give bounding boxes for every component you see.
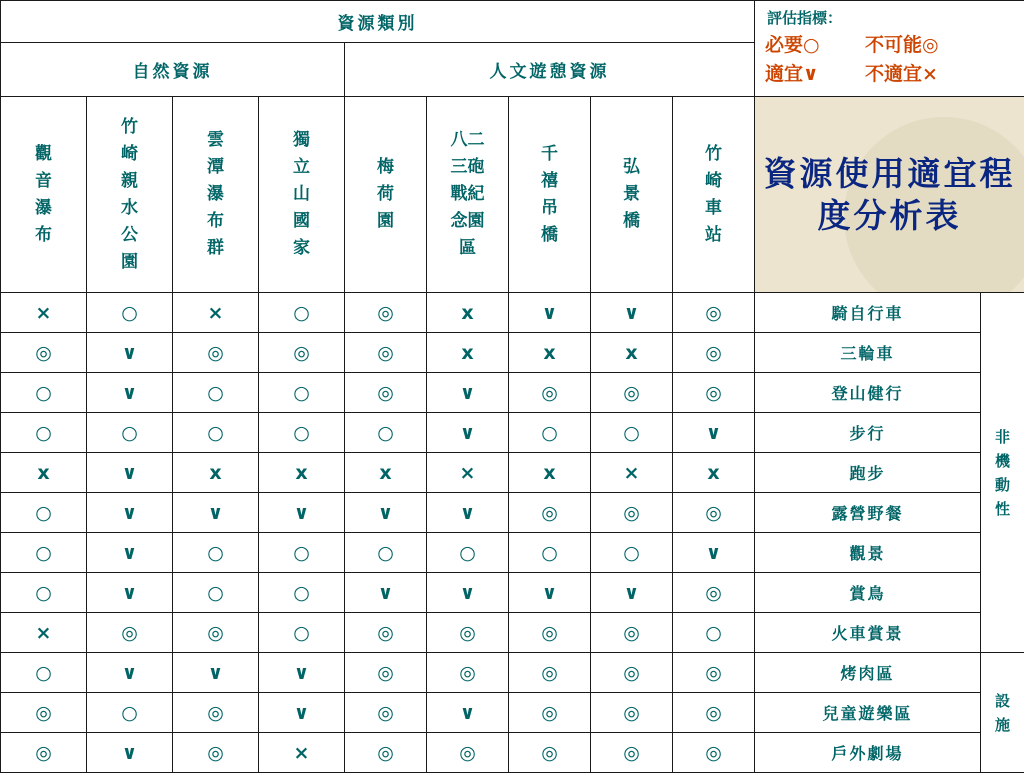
rating-cell: ◎	[591, 733, 673, 773]
rating-cell: x	[591, 333, 673, 373]
legend-line-2	[755, 57, 1024, 86]
rating-cell: ◎	[173, 693, 259, 733]
activity-label: 賞鳥	[755, 573, 981, 613]
rating-cell: ∨	[673, 413, 755, 453]
rating-cell: ○	[1, 533, 87, 573]
resource-name: 竹崎車站	[703, 141, 725, 249]
rating-cell: ◎	[591, 493, 673, 533]
rating-cell: ○	[259, 573, 345, 613]
rating-cell: ∨	[427, 413, 509, 453]
rating-cell: ◎	[345, 293, 427, 333]
resource-header	[591, 97, 673, 293]
rating-cell: ◎	[345, 653, 427, 693]
legend-line-1	[755, 28, 1024, 57]
rating-cell: ◎	[673, 653, 755, 693]
activity-label: 觀景	[755, 533, 981, 573]
rating-cell: ∨	[345, 493, 427, 533]
resource-header	[509, 97, 591, 293]
legend-suitable: 適宜∨	[765, 59, 865, 86]
legend-unsuitable: 不適宜×	[865, 59, 965, 86]
group-label: 設施	[992, 689, 1014, 737]
rating-cell: ◎	[673, 493, 755, 533]
rating-cell: x	[345, 453, 427, 493]
activity-label: 戶外劇場	[755, 733, 981, 773]
rating-cell: ○	[509, 413, 591, 453]
rating-cell: ∨	[87, 333, 173, 373]
resource-name: 千禧吊橋	[539, 141, 561, 249]
rating-cell: ○	[345, 413, 427, 453]
legend	[755, 1, 1024, 97]
rating-cell: ×	[1, 293, 87, 333]
table-row	[1, 573, 1024, 613]
rating-cell: ◎	[509, 693, 591, 733]
rating-cell: ◎	[1, 733, 87, 773]
table-row	[1, 693, 1024, 733]
rating-cell: ◎	[591, 373, 673, 413]
rating-cell: ∨	[673, 533, 755, 573]
resource-header	[173, 97, 259, 293]
rating-cell: ○	[87, 693, 173, 733]
rating-cell: ∨	[173, 653, 259, 693]
activity-label: 兒童遊樂區	[755, 693, 981, 733]
resource-name: 梅荷園	[375, 154, 397, 235]
rating-cell: ○	[1, 373, 87, 413]
rating-cell: ○	[173, 413, 259, 453]
rating-cell: ∨	[259, 693, 345, 733]
resource-header	[673, 97, 755, 293]
activity-label: 步行	[755, 413, 981, 453]
rating-cell: ◎	[591, 613, 673, 653]
rating-cell: ○	[259, 613, 345, 653]
rating-cell: ◎	[345, 693, 427, 733]
resource-name: 雲潭瀑布群	[205, 127, 227, 262]
rating-cell: ×	[591, 453, 673, 493]
resource-header	[427, 97, 509, 293]
rating-cell: x	[427, 293, 509, 333]
resource-name: 竹崎親水公園	[119, 114, 141, 276]
rating-cell: ∨	[591, 573, 673, 613]
rating-cell: ∨	[427, 373, 509, 413]
table-row	[1, 373, 1024, 413]
rating-cell: ◎	[509, 493, 591, 533]
resource-header	[259, 97, 345, 293]
table-row	[1, 653, 1024, 693]
rating-cell: ∨	[87, 733, 173, 773]
activity-label: 跑步	[755, 453, 981, 493]
rating-cell: ◎	[427, 613, 509, 653]
rating-cell: ◎	[345, 733, 427, 773]
rating-cell: ∨	[259, 653, 345, 693]
resource-name: 弘景橋	[621, 154, 643, 235]
rating-cell: ◎	[345, 373, 427, 413]
header-natural-resources: 自然資源	[1, 43, 345, 97]
rating-cell: ×	[427, 453, 509, 493]
page-title: 資源使用適宜程度分析表	[755, 153, 1024, 237]
rating-cell: ○	[509, 533, 591, 573]
rating-cell: ◎	[591, 653, 673, 693]
rating-cell: x	[427, 333, 509, 373]
rating-cell: ○	[87, 293, 173, 333]
rating-cell: ○	[259, 373, 345, 413]
rating-cell: ◎	[673, 373, 755, 413]
rating-cell: ○	[1, 493, 87, 533]
table-row	[1, 333, 1024, 373]
rating-cell: ∨	[345, 573, 427, 613]
rating-cell: x	[509, 333, 591, 373]
table-row	[1, 413, 1024, 453]
rating-cell: ○	[173, 573, 259, 613]
activity-label: 烤肉區	[755, 653, 981, 693]
rating-cell: ×	[259, 733, 345, 773]
rating-cell: ∨	[173, 493, 259, 533]
activity-label: 露營野餐	[755, 493, 981, 533]
rating-cell: ○	[1, 653, 87, 693]
rating-cell: ◎	[509, 733, 591, 773]
rating-cell: ∨	[87, 373, 173, 413]
rating-cell: ◎	[1, 693, 87, 733]
table-row	[1, 533, 1024, 573]
rating-cell: ○	[173, 373, 259, 413]
resource-name: 八二三砲戰紀念園區	[446, 127, 490, 262]
rating-cell: ◎	[345, 333, 427, 373]
rating-cell: ◎	[673, 333, 755, 373]
table-row	[1, 613, 1024, 653]
header-resource-category: 資源類別	[1, 1, 755, 43]
activity-label: 三輪車	[755, 333, 981, 373]
rating-cell: ∨	[87, 453, 173, 493]
rating-cell: ○	[591, 413, 673, 453]
rating-cell: ○	[427, 533, 509, 573]
rating-cell: ∨	[427, 493, 509, 533]
rating-cell: ◎	[509, 373, 591, 413]
table-row	[1, 293, 1024, 333]
rating-cell: ○	[87, 413, 173, 453]
rating-cell: x	[509, 453, 591, 493]
rating-cell: ◎	[87, 613, 173, 653]
rating-cell: ∨	[87, 493, 173, 533]
group-non-motorized	[981, 293, 1024, 653]
rating-cell: x	[1, 453, 87, 493]
table-row	[1, 453, 1024, 493]
legend-required: 必要○	[765, 30, 865, 57]
table-row	[1, 733, 1024, 773]
activity-label: 騎自行車	[755, 293, 981, 333]
rating-cell: ◎	[673, 293, 755, 333]
resource-header	[1, 97, 87, 293]
header-cultural-resources: 人文遊憩資源	[345, 43, 755, 97]
rating-cell: ∨	[259, 493, 345, 533]
rating-cell: ◎	[173, 733, 259, 773]
rating-cell: ×	[173, 293, 259, 333]
rating-cell: ∨	[87, 653, 173, 693]
activity-label: 登山健行	[755, 373, 981, 413]
rating-cell: ◎	[259, 333, 345, 373]
title-panel	[755, 97, 1024, 293]
group-label: 非機動性	[992, 425, 1014, 521]
rating-cell: ◎	[591, 693, 673, 733]
rating-cell: ◎	[345, 613, 427, 653]
rating-cell: ○	[259, 293, 345, 333]
rating-cell: ∨	[427, 573, 509, 613]
rating-cell: ○	[1, 573, 87, 613]
rating-cell: ∨	[427, 693, 509, 733]
rating-cell: ○	[1, 413, 87, 453]
resource-header	[87, 97, 173, 293]
rating-cell: x	[173, 453, 259, 493]
rating-cell: ◎	[509, 653, 591, 693]
rating-cell: ◎	[427, 733, 509, 773]
resource-name: 獨立山國家	[291, 127, 313, 262]
rating-cell: ∨	[509, 573, 591, 613]
rating-cell: ○	[259, 533, 345, 573]
legend-title: 評估指標：	[755, 1, 1024, 28]
rating-cell: ◎	[673, 733, 755, 773]
rating-cell: ∨	[87, 533, 173, 573]
activity-label: 火車賞景	[755, 613, 981, 653]
rating-cell: ∨	[87, 573, 173, 613]
rating-cell: ○	[345, 533, 427, 573]
rating-cell: ∨	[509, 293, 591, 333]
group-facility	[981, 653, 1024, 773]
rating-cell: ◎	[509, 613, 591, 653]
table-row	[1, 493, 1024, 533]
rating-cell: ◎	[673, 693, 755, 733]
rating-cell: ○	[173, 533, 259, 573]
rating-cell: ○	[673, 613, 755, 653]
rating-cell: ◎	[173, 613, 259, 653]
resource-header	[345, 97, 427, 293]
resource-name: 觀音瀑布	[33, 141, 55, 249]
rating-cell: ○	[259, 413, 345, 453]
legend-impossible: 不可能◎	[865, 30, 965, 57]
rating-cell: x	[673, 453, 755, 493]
rating-cell: ∨	[591, 293, 673, 333]
rating-cell: x	[259, 453, 345, 493]
rating-cell: ○	[591, 533, 673, 573]
rating-cell: ◎	[673, 573, 755, 613]
rating-cell: ×	[1, 613, 87, 653]
rating-cell: ◎	[427, 653, 509, 693]
rating-cell: ◎	[1, 333, 87, 373]
rating-cell: ◎	[173, 333, 259, 373]
